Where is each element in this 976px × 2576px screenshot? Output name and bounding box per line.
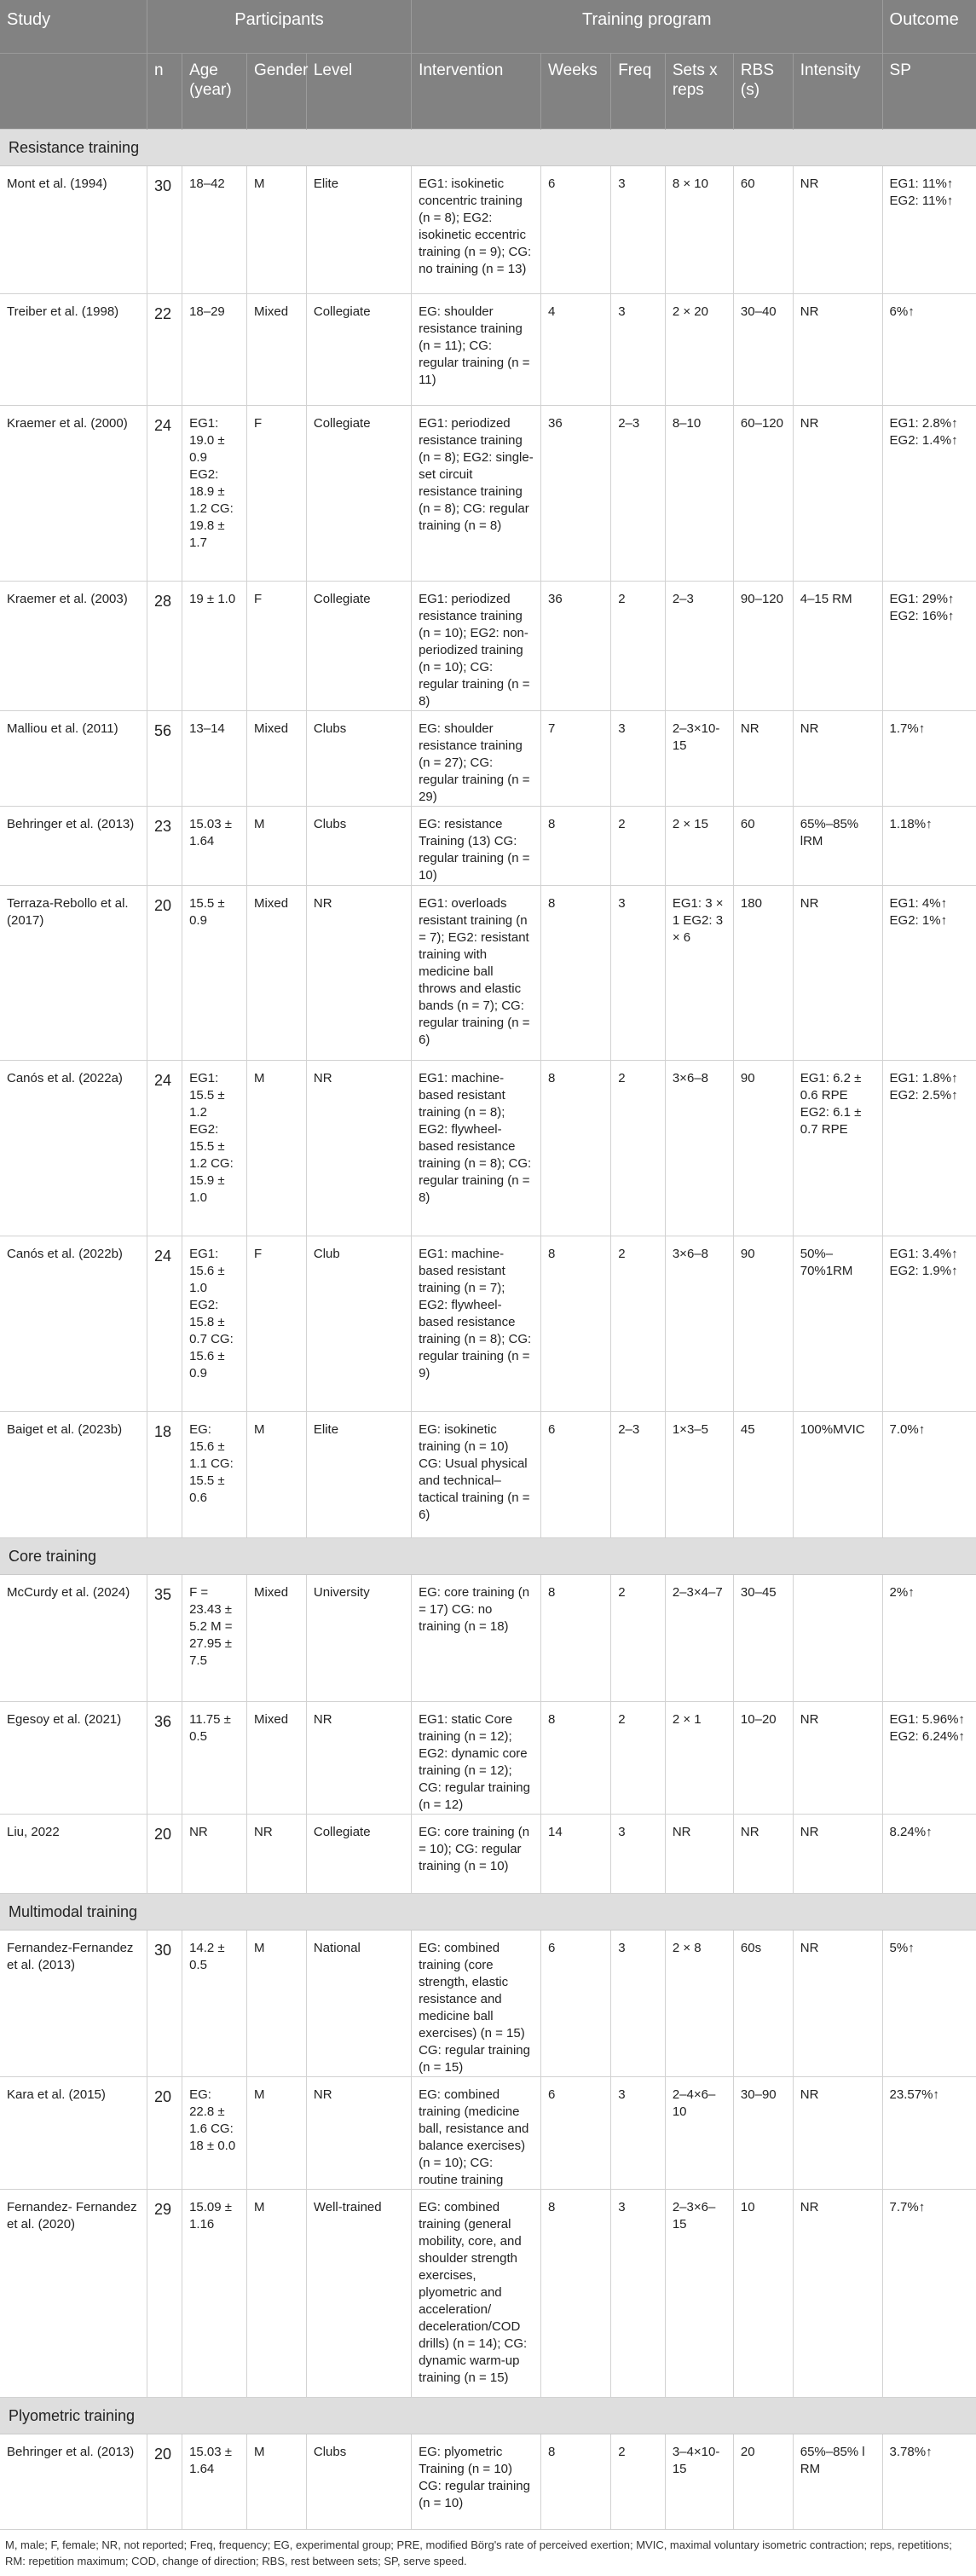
intervention-cell: EG: combined training (medicine ball, resistance and balance exercises) (n = 10); CG: routine training bbox=[412, 2077, 541, 2190]
age-cell: 15.03 ± 1.64 bbox=[182, 807, 247, 886]
age-cell: 15.5 ± 0.9 bbox=[182, 886, 247, 1061]
weeks-cell: 4 bbox=[541, 294, 611, 406]
weeks-cell: 6 bbox=[541, 166, 611, 294]
sets-cell: 8–10 bbox=[665, 406, 733, 582]
age-cell: EG: 22.8 ± 1.6 CG: 18 ± 0.0 bbox=[182, 2077, 247, 2190]
weeks-cell: 36 bbox=[541, 582, 611, 711]
sets-cell: 2 × 15 bbox=[665, 807, 733, 886]
age-cell: 15.03 ± 1.64 bbox=[182, 2434, 247, 2530]
age-cell: 18–42 bbox=[182, 166, 247, 294]
intensity-cell: NR bbox=[793, 406, 882, 582]
header-col-freq: Freq bbox=[611, 54, 666, 130]
intervention-cell: EG: shoulder resistance training (n = 11); CG: regular training (n = 11) bbox=[412, 294, 541, 406]
header-outcome: Outcome bbox=[882, 0, 976, 54]
gender-cell: NR bbox=[247, 1815, 307, 1894]
section-title: Plyometric training bbox=[0, 2398, 976, 2434]
age-cell: EG1: 19.0 ± 0.9 EG2: 18.9 ± 1.2 CG: 19.8 ± 1.7 bbox=[182, 406, 247, 582]
freq-cell: 2 bbox=[611, 1236, 666, 1412]
age-cell: EG1: 15.5 ± 1.2 EG2: 15.5 ± 1.2 CG: 15.9 ± 1.0 bbox=[182, 1061, 247, 1236]
sets-cell: 2 × 1 bbox=[665, 1702, 733, 1815]
intervention-cell: EG: combined training (general mobility, core, and shoulder strength exercises, plyometric and acceleration/ deceleration/COD drills) (n = 14); CG: dynamic warm-up training (n = 15) bbox=[412, 2190, 541, 2398]
intervention-cell: EG: resistance Training (13) CG: regular training (n = 10) bbox=[412, 807, 541, 886]
age-cell: 15.09 ± 1.16 bbox=[182, 2190, 247, 2398]
intensity-cell: NR bbox=[793, 886, 882, 1061]
sp-cell: EG1: 5.96%↑ EG2: 6.24%↑ bbox=[882, 1702, 976, 1815]
freq-cell: 3 bbox=[611, 1815, 666, 1894]
freq-cell: 3 bbox=[611, 166, 666, 294]
level-cell: Clubs bbox=[306, 807, 411, 886]
level-cell: Well-trained bbox=[306, 2190, 411, 2398]
table-row bbox=[0, 807, 976, 886]
freq-cell: 2 bbox=[611, 1061, 666, 1236]
table-row bbox=[0, 1236, 976, 1412]
weeks-cell: 8 bbox=[541, 2434, 611, 2530]
intervention-cell: EG1: overloads resistant training (n = 7); EG2: resistant training with medicine ball throws and elastic bands (n = 7); CG: regular training (n = 6) bbox=[412, 886, 541, 1061]
sets-cell: 2–4×6–10 bbox=[665, 2077, 733, 2190]
sp-cell: EG1: 1.8%↑ EG2: 2.5%↑ bbox=[882, 1061, 976, 1236]
sets-cell: 8 × 10 bbox=[665, 166, 733, 294]
study-cell: Liu, 2022 bbox=[0, 1815, 147, 1894]
header-col-weeks: Weeks bbox=[541, 54, 611, 130]
freq-cell: 3 bbox=[611, 711, 666, 807]
table-row bbox=[0, 886, 976, 1061]
section-row bbox=[0, 1538, 976, 1575]
table-row bbox=[0, 2077, 976, 2190]
sets-cell: 3–4×10-15 bbox=[665, 2434, 733, 2530]
header-col-n: n bbox=[147, 54, 182, 130]
level-cell: NR bbox=[306, 886, 411, 1061]
rbs-cell: NR bbox=[733, 711, 793, 807]
header-col-level: Level bbox=[306, 54, 411, 130]
n-cell: 18 bbox=[147, 1412, 182, 1538]
rbs-cell: 90–120 bbox=[733, 582, 793, 711]
section-row bbox=[0, 130, 976, 166]
study-cell: Behringer et al. (2013) bbox=[0, 807, 147, 886]
header-col-sets: Sets x reps bbox=[665, 54, 733, 130]
weeks-cell: 8 bbox=[541, 886, 611, 1061]
freq-cell: 3 bbox=[611, 2077, 666, 2190]
weeks-cell: 8 bbox=[541, 807, 611, 886]
table-row bbox=[0, 1931, 976, 2077]
weeks-cell: 8 bbox=[541, 2190, 611, 2398]
level-cell: NR bbox=[306, 1702, 411, 1815]
intensity-cell: NR bbox=[793, 1702, 882, 1815]
age-cell: NR bbox=[182, 1815, 247, 1894]
intensity-cell: 4–15 RM bbox=[793, 582, 882, 711]
header-row-columns bbox=[0, 54, 976, 130]
sets-cell: 2–3×4–7 bbox=[665, 1575, 733, 1702]
freq-cell: 2 bbox=[611, 807, 666, 886]
freq-cell: 3 bbox=[611, 2190, 666, 2398]
sp-cell: 3.78%↑ bbox=[882, 2434, 976, 2530]
level-cell: Clubs bbox=[306, 711, 411, 807]
section-title: Resistance training bbox=[0, 130, 976, 166]
table-row bbox=[0, 711, 976, 807]
intervention-cell: EG1: machine-based resistant training (n = 8); EG2: flywheel-based resistance training (n = 8); CG: regular training (n = 8) bbox=[412, 1061, 541, 1236]
level-cell: Elite bbox=[306, 166, 411, 294]
intervention-cell: EG: plyometric Training (n = 10) CG: regular training (n = 10) bbox=[412, 2434, 541, 2530]
study-cell: McCurdy et al. (2024) bbox=[0, 1575, 147, 1702]
weeks-cell: 8 bbox=[541, 1236, 611, 1412]
weeks-cell: 7 bbox=[541, 711, 611, 807]
header-col-gender: Gender bbox=[247, 54, 307, 130]
intensity-cell: NR bbox=[793, 711, 882, 807]
study-cell: Terraza-Rebollo et al. (2017) bbox=[0, 886, 147, 1061]
n-cell: 35 bbox=[147, 1575, 182, 1702]
n-cell: 20 bbox=[147, 886, 182, 1061]
table-row bbox=[0, 294, 976, 406]
study-cell: Treiber et al. (1998) bbox=[0, 294, 147, 406]
weeks-cell: 14 bbox=[541, 1815, 611, 1894]
weeks-cell: 6 bbox=[541, 2077, 611, 2190]
n-cell: 24 bbox=[147, 1061, 182, 1236]
table-row bbox=[0, 582, 976, 711]
weeks-cell: 8 bbox=[541, 1702, 611, 1815]
sp-cell: 2%↑ bbox=[882, 1575, 976, 1702]
intervention-cell: EG1: periodized resistance training (n = 8); EG2: single-set circuit resistance training (n = 8); CG: regular training (n = 8) bbox=[412, 406, 541, 582]
sets-cell: 2 × 20 bbox=[665, 294, 733, 406]
sp-cell: EG1: 2.8%↑ EG2: 1.4%↑ bbox=[882, 406, 976, 582]
rbs-cell: 30–40 bbox=[733, 294, 793, 406]
sp-cell: 6%↑ bbox=[882, 294, 976, 406]
weeks-cell: 36 bbox=[541, 406, 611, 582]
table-row bbox=[0, 1815, 976, 1894]
age-cell: 19 ± 1.0 bbox=[182, 582, 247, 711]
table-footnote: M, male; F, female; NR, not reported; Freq, frequency; EG, experimental group; PRE, modified Börg's rate of perceived exertion; MVIC, maximal voluntary isometric contraction; reps, repetitions; RM: repetition maximum; COD, change of direction; RBS, rest between sets; SP, serve speed. bbox=[5, 2538, 952, 2567]
gender-cell: M bbox=[247, 1412, 307, 1538]
freq-cell: 2–3 bbox=[611, 406, 666, 582]
n-cell: 56 bbox=[147, 711, 182, 807]
header-training-program: Training program bbox=[412, 0, 882, 54]
intensity-cell: NR bbox=[793, 294, 882, 406]
study-cell: Egesoy et al. (2021) bbox=[0, 1702, 147, 1815]
age-cell: 14.2 ± 0.5 bbox=[182, 1931, 247, 2077]
n-cell: 22 bbox=[147, 294, 182, 406]
age-cell: EG: 15.6 ± 1.1 CG: 15.5 ± 0.6 bbox=[182, 1412, 247, 1538]
level-cell: Collegiate bbox=[306, 406, 411, 582]
study-cell: Baiget et al. (2023b) bbox=[0, 1412, 147, 1538]
n-cell: 24 bbox=[147, 1236, 182, 1412]
n-cell: 23 bbox=[147, 807, 182, 886]
intervention-cell: EG: isokinetic training (n = 10) CG: Usual physical and technical–tactical training (n = 6) bbox=[412, 1412, 541, 1538]
intervention-cell: EG: core training (n = 10); CG: regular training (n = 10) bbox=[412, 1815, 541, 1894]
sp-cell: EG1: 4%↑ EG2: 1%↑ bbox=[882, 886, 976, 1061]
sp-cell: 5%↑ bbox=[882, 1931, 976, 2077]
age-cell: 11.75 ± 0.5 bbox=[182, 1702, 247, 1815]
sets-cell: 3×6–8 bbox=[665, 1061, 733, 1236]
gender-cell: M bbox=[247, 2077, 307, 2190]
intensity-cell: 50%–70%1RM bbox=[793, 1236, 882, 1412]
level-cell: NR bbox=[306, 2077, 411, 2190]
intervention-cell: EG1: machine-based resistant training (n = 7); EG2: flywheel-based resistance training (n = 8); CG: regular training (n = 9) bbox=[412, 1236, 541, 1412]
study-cell: Kraemer et al. (2003) bbox=[0, 582, 147, 711]
intervention-cell: EG: shoulder resistance training (n = 27); CG: regular training (n = 29) bbox=[412, 711, 541, 807]
n-cell: 24 bbox=[147, 406, 182, 582]
level-cell: University bbox=[306, 1575, 411, 1702]
rbs-cell: 10 bbox=[733, 2190, 793, 2398]
header-blank bbox=[0, 54, 147, 130]
sets-cell: 2 × 8 bbox=[665, 1931, 733, 2077]
gender-cell: Mixed bbox=[247, 711, 307, 807]
rbs-cell: 90 bbox=[733, 1236, 793, 1412]
intensity-cell bbox=[793, 1575, 882, 1702]
header-col-intervention: Intervention bbox=[412, 54, 541, 130]
intensity-cell: 65%–85% l RM bbox=[793, 2434, 882, 2530]
table-row bbox=[0, 2190, 976, 2398]
study-cell: Fernandez- Fernandez et al. (2020) bbox=[0, 2190, 147, 2398]
freq-cell: 2 bbox=[611, 2434, 666, 2530]
level-cell: Collegiate bbox=[306, 294, 411, 406]
n-cell: 20 bbox=[147, 2434, 182, 2530]
level-cell: NR bbox=[306, 1061, 411, 1236]
sp-cell: 1.18%↑ bbox=[882, 807, 976, 886]
rbs-cell: 60 bbox=[733, 166, 793, 294]
table-row bbox=[0, 1061, 976, 1236]
intervention-cell: EG1: static Core training (n = 12); EG2: dynamic core training (n = 12); CG: regular training (n = 12) bbox=[412, 1702, 541, 1815]
gender-cell: M bbox=[247, 807, 307, 886]
rbs-cell: NR bbox=[733, 1815, 793, 1894]
study-cell: Canós et al. (2022b) bbox=[0, 1236, 147, 1412]
sp-cell: EG1: 29%↑ EG2: 16%↑ bbox=[882, 582, 976, 711]
rbs-cell: 20 bbox=[733, 2434, 793, 2530]
sp-cell: 1.7%↑ bbox=[882, 711, 976, 807]
gender-cell: Mixed bbox=[247, 1702, 307, 1815]
header-col-sp: SP bbox=[882, 54, 976, 130]
n-cell: 30 bbox=[147, 1931, 182, 2077]
intervention-cell: EG: combined training (core strength, elastic resistance and medicine ball exercises) (n = 15) CG: regular training (n = 15) bbox=[412, 1931, 541, 2077]
gender-cell: F bbox=[247, 406, 307, 582]
sp-cell: 7.0%↑ bbox=[882, 1412, 976, 1538]
level-cell: Elite bbox=[306, 1412, 411, 1538]
intervention-cell: EG: core training (n = 17) CG: no training (n = 18) bbox=[412, 1575, 541, 1702]
section-row bbox=[0, 1894, 976, 1931]
sets-cell: 2–3×6–15 bbox=[665, 2190, 733, 2398]
rbs-cell: 60s bbox=[733, 1931, 793, 2077]
sets-cell: NR bbox=[665, 1815, 733, 1894]
gender-cell: F bbox=[247, 582, 307, 711]
table-row bbox=[0, 1412, 976, 1538]
level-cell: Clubs bbox=[306, 2434, 411, 2530]
sp-cell: 8.24%↑ bbox=[882, 1815, 976, 1894]
intensity-cell: NR bbox=[793, 166, 882, 294]
level-cell: Collegiate bbox=[306, 1815, 411, 1894]
freq-cell: 3 bbox=[611, 294, 666, 406]
gender-cell: Mixed bbox=[247, 886, 307, 1061]
age-cell: 18–29 bbox=[182, 294, 247, 406]
rbs-cell: 60 bbox=[733, 807, 793, 886]
sp-cell: EG1: 3.4%↑ EG2: 1.9%↑ bbox=[882, 1236, 976, 1412]
table-row bbox=[0, 1575, 976, 1702]
header-participants: Participants bbox=[147, 0, 412, 54]
freq-cell: 2 bbox=[611, 1702, 666, 1815]
sets-cell: 3×6–8 bbox=[665, 1236, 733, 1412]
freq-cell: 2 bbox=[611, 582, 666, 711]
study-cell: Canós et al. (2022a) bbox=[0, 1061, 147, 1236]
intervention-cell: EG1: isokinetic concentric training (n = 8); EG2: isokinetic eccentric training (n = 9); CG: no training (n = 13) bbox=[412, 166, 541, 294]
level-cell: National bbox=[306, 1931, 411, 2077]
intensity-cell: 65%–85% lRM bbox=[793, 807, 882, 886]
gender-cell: M bbox=[247, 2190, 307, 2398]
gender-cell: M bbox=[247, 2434, 307, 2530]
n-cell: 20 bbox=[147, 2077, 182, 2190]
intensity-cell: EG1: 6.2 ± 0.6 RPE EG2: 6.1 ± 0.7 RPE bbox=[793, 1061, 882, 1236]
rbs-cell: 30–45 bbox=[733, 1575, 793, 1702]
n-cell: 28 bbox=[147, 582, 182, 711]
sets-cell: EG1: 3 × 1 EG2: 3 × 6 bbox=[665, 886, 733, 1061]
n-cell: 30 bbox=[147, 166, 182, 294]
study-cell: Mont et al. (1994) bbox=[0, 166, 147, 294]
gender-cell: Mixed bbox=[247, 294, 307, 406]
section-row bbox=[0, 2398, 976, 2434]
study-cell: Malliou et al. (2011) bbox=[0, 711, 147, 807]
sp-cell: 23.57%↑ bbox=[882, 2077, 976, 2190]
sets-cell: 2–3×10-15 bbox=[665, 711, 733, 807]
sets-cell: 1×3–5 bbox=[665, 1412, 733, 1538]
intensity-cell: 100%MVIC bbox=[793, 1412, 882, 1538]
rbs-cell: 10–20 bbox=[733, 1702, 793, 1815]
level-cell: Collegiate bbox=[306, 582, 411, 711]
study-cell: Fernandez-Fernandez et al. (2013) bbox=[0, 1931, 147, 2077]
freq-cell: 3 bbox=[611, 886, 666, 1061]
table-row bbox=[0, 1702, 976, 1815]
header-study: Study bbox=[0, 0, 147, 54]
level-cell: Club bbox=[306, 1236, 411, 1412]
sets-cell: 2–3 bbox=[665, 582, 733, 711]
intervention-cell: EG1: periodized resistance training (n = 10); EG2: non-periodized training (n = 10); CG: regular training (n = 8) bbox=[412, 582, 541, 711]
header-col-intensity: Intensity bbox=[793, 54, 882, 130]
age-cell: EG1: 15.6 ± 1.0 EG2: 15.8 ± 0.7 CG: 15.6 ± 0.9 bbox=[182, 1236, 247, 1412]
n-cell: 36 bbox=[147, 1702, 182, 1815]
gender-cell: F bbox=[247, 1236, 307, 1412]
weeks-cell: 8 bbox=[541, 1575, 611, 1702]
sp-cell: 7.7%↑ bbox=[882, 2190, 976, 2398]
gender-cell: M bbox=[247, 1061, 307, 1236]
header-col-age: Age (year) bbox=[182, 54, 247, 130]
table-row bbox=[0, 406, 976, 582]
freq-cell: 2 bbox=[611, 1575, 666, 1702]
freq-cell: 3 bbox=[611, 1931, 666, 2077]
gender-cell: Mixed bbox=[247, 1575, 307, 1702]
rbs-cell: 45 bbox=[733, 1412, 793, 1538]
age-cell: 13–14 bbox=[182, 711, 247, 807]
rbs-cell: 30–90 bbox=[733, 2077, 793, 2190]
age-cell: F = 23.43 ± 5.2 M = 27.95 ± 7.5 bbox=[182, 1575, 247, 1702]
header-row-groups bbox=[0, 0, 976, 54]
intensity-cell: NR bbox=[793, 1931, 882, 2077]
table-row bbox=[0, 2434, 976, 2530]
intensity-cell: NR bbox=[793, 1815, 882, 1894]
table-body bbox=[0, 130, 976, 2530]
rbs-cell: 60–120 bbox=[733, 406, 793, 582]
gender-cell: M bbox=[247, 166, 307, 294]
rbs-cell: 90 bbox=[733, 1061, 793, 1236]
study-cell: Behringer et al. (2013) bbox=[0, 2434, 147, 2530]
weeks-cell: 6 bbox=[541, 1931, 611, 2077]
study-cell: Kara et al. (2015) bbox=[0, 2077, 147, 2190]
intensity-cell: NR bbox=[793, 2190, 882, 2398]
section-title: Multimodal training bbox=[0, 1894, 976, 1931]
intensity-cell: NR bbox=[793, 2077, 882, 2190]
n-cell: 20 bbox=[147, 1815, 182, 1894]
rbs-cell: 180 bbox=[733, 886, 793, 1061]
header-col-rbs: RBS (s) bbox=[733, 54, 793, 130]
gender-cell: M bbox=[247, 1931, 307, 2077]
table-row bbox=[0, 166, 976, 294]
sp-cell: EG1: 11%↑ EG2: 11%↑ bbox=[882, 166, 976, 294]
weeks-cell: 6 bbox=[541, 1412, 611, 1538]
freq-cell: 2–3 bbox=[611, 1412, 666, 1538]
n-cell: 29 bbox=[147, 2190, 182, 2398]
weeks-cell: 8 bbox=[541, 1061, 611, 1236]
study-cell: Kraemer et al. (2000) bbox=[0, 406, 147, 582]
section-title: Core training bbox=[0, 1538, 976, 1575]
